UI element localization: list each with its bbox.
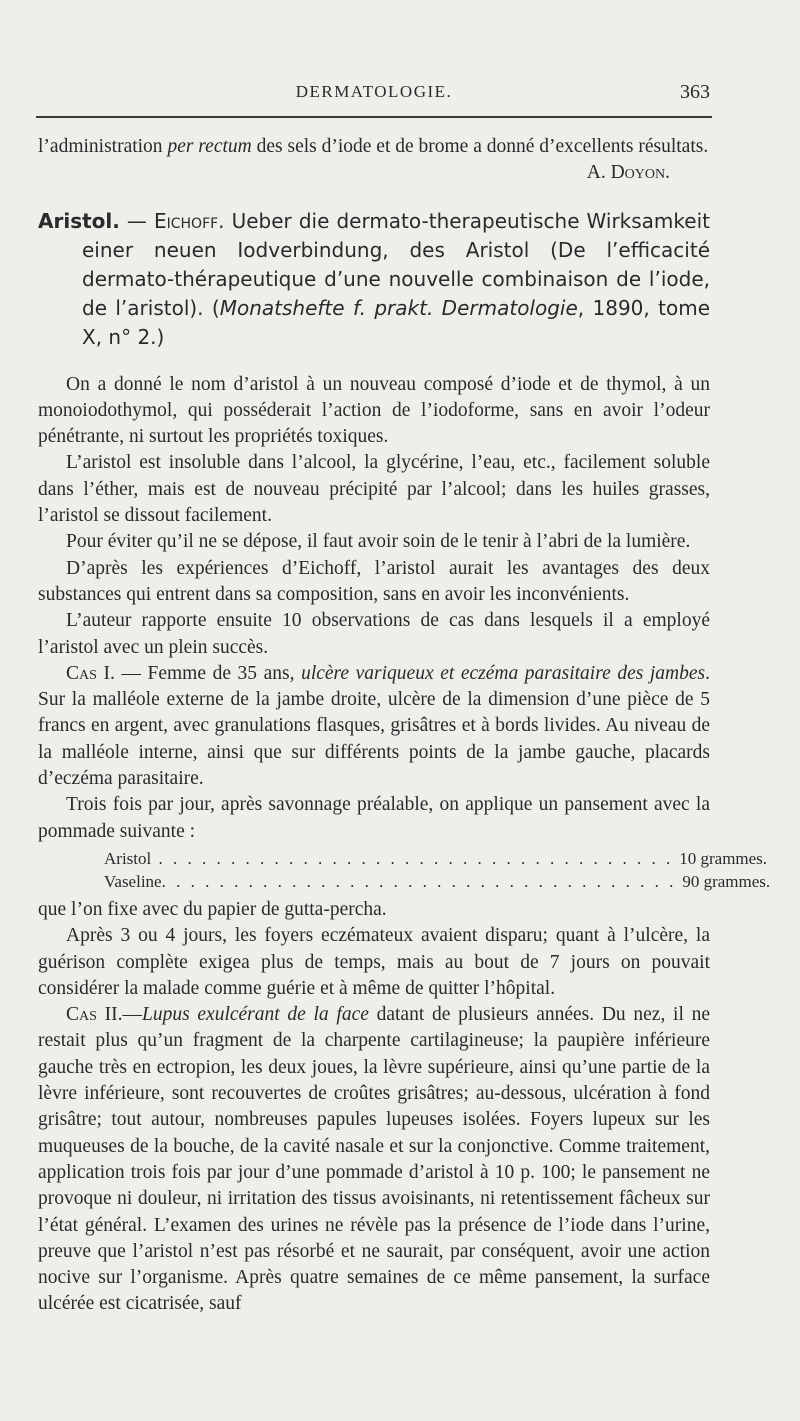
- case-1-title: ulcère variqueux et eczéma parasitaire des jambes: [301, 662, 706, 684]
- case-2-text: datant de plusieurs années. Du nez, il ne restait plus qu’un fragment de la charpente cartilagineuse; la paupière inférieure gauche très en ectropion, les deux joues, la lèvre supérieure, ainsi qu’une partie de la lèvre inférieure, sont recouvertes de croûtes grisâtres; au-dessous, ulcération à fond grisâtre; tout autour, nombreuses papules lupeuses isolées. Foyers lupeux sur les muqueuses de la bouche, de la cavité nasale et sur la conjonctive. Comme traitement, application trois fois par jour d’une pommade d’aristol à 10 p. 100; le pansement ne provoque ni douleur, ni irritation des tissus avoisinants, ni retentissement fâcheux sur l’état général. L’examen des urines ne révèle pas la présence de l’iode dans l’urine, preuve que l’aristol n’est pas résorbé et ne saurait, par conséquent, avoir une action nocive sur l’organisme. Après quatre semaines de ce même pansement, la surface ulcérée est cicatrisée, sauf: [38, 1004, 710, 1315]
- intro-text-1: l’administration: [38, 136, 168, 157]
- paragraph-3: Pour éviter qu’il ne se dépose, il faut avoir soin de le tenir à l’abri de la lumière.: [66, 531, 691, 553]
- dot-leader: . . . . . . . . . . . . . . . . . . . . . . . . . . . . . . . . . . . .: [151, 848, 674, 868]
- recipe-ingredient: Vaseline: [104, 871, 162, 891]
- case-1-paragraph: [38, 661, 710, 792]
- entry-title: Ueber die dermato-therapeutische Wirksamkeit einer neuen Iodverbindung, des Aristol (De l’efficacité dermato-thérapeutique d’une nouvelle combinaison de l’iode, de l’aristol). (: [82, 208, 710, 320]
- paragraph-8: Après 3 ou 4 jours, les foyers eczémateux avaient disparu; quant à l’ulcère, la guérison complète exigea plus de temps, mais au bout de 7 jours on pouvait considérer la malade comme guérie et à même de quitter l’hôpital.: [38, 925, 710, 999]
- paragraph-5: L’auteur rapporte ensuite 10 observations de cas dans lesquels il a employé l’aristol avec un plein succès.: [38, 610, 710, 658]
- bibliographic-entry: [38, 207, 710, 352]
- case-1-dash: — Femme de 35 ans,: [114, 662, 302, 684]
- paragraph-7: que l’on fixe avec du papier de gutta-percha.: [38, 898, 387, 920]
- recipe-list: [38, 847, 771, 893]
- paragraph-6: Trois fois par jour, après savonnage préalable, on applique un pansement avec la pommade suivante :: [38, 794, 710, 842]
- header-rule: [36, 116, 712, 118]
- case-1-text: . Sur la malléole externe de la jambe droite, ulcère de la dimension d’une pièce de 5 francs en argent, avec granulations flasques, grisâtres et à bords livides. Au niveau de la malléole interne, ainsi que sur différents points de la jambe gauche, placards d’eczéma parasitaire.: [38, 662, 711, 790]
- case-2-title: Lupus exulcérant de la face: [141, 1004, 369, 1026]
- running-title: DERMATOLOGIE.: [295, 82, 453, 101]
- entry-author: Eichoff.: [153, 208, 225, 233]
- recipe-row: [104, 870, 771, 893]
- intro-text-2: des sels d’iode et de brome a donné d’excellents résultats.: [251, 136, 709, 157]
- page-body: [38, 134, 771, 1318]
- recipe-quantity: 90 grammes.: [682, 871, 771, 891]
- page-header: [38, 82, 710, 110]
- intro-paragraph: [38, 134, 710, 160]
- case-1-label: Cas I.: [66, 662, 115, 684]
- paragraph-4: D’après les expériences d’Eichoff, l’aristol aurait les avantages des deux substances qui entrent dans sa composition, sans en avoir les inconvénients.: [38, 557, 710, 605]
- paragraph-1: On a donné le nom d’aristol à un nouveau composé d’iode et de thymol, à un monoiodothymol, qui posséderait l’action de l’iodoforme, sans en avoir l’odeur pénétrante, ni surtout les propriétés toxiques.: [38, 373, 710, 448]
- entry-head: Aristol.: [38, 208, 120, 233]
- case-2-label: Cas II.: [66, 1004, 123, 1026]
- page-number: 363: [680, 81, 710, 103]
- entry-ref: , 1890, tome X, n° 2.): [82, 295, 710, 349]
- case-2-dash: —: [122, 1004, 142, 1026]
- signature: A. Doyon.: [586, 162, 670, 184]
- case-2-paragraph: [38, 1002, 710, 1318]
- recipe-quantity: 10 grammes.: [679, 848, 768, 868]
- entry-dash: —: [119, 208, 154, 233]
- intro-signature-line: [38, 160, 710, 186]
- dot-leader: . . . . . . . . . . . . . . . . . . . . . . . . . . . . . . . . . . . .: [161, 871, 677, 891]
- recipe-ingredient: Aristol: [104, 848, 152, 868]
- paragraph-2: L’aristol est insoluble dans l’alcool, la glycérine, l’eau, etc., facilement soluble dans l’éther, mais est de nouveau précipité par l’alcool; dans les huiles grasses, l’aristol se dissout facilement.: [38, 452, 710, 527]
- entry-journal: Monatshefte f. prakt. Dermatologie: [219, 295, 578, 320]
- intro-italic: per rectum: [167, 136, 252, 157]
- recipe-row: [104, 847, 768, 870]
